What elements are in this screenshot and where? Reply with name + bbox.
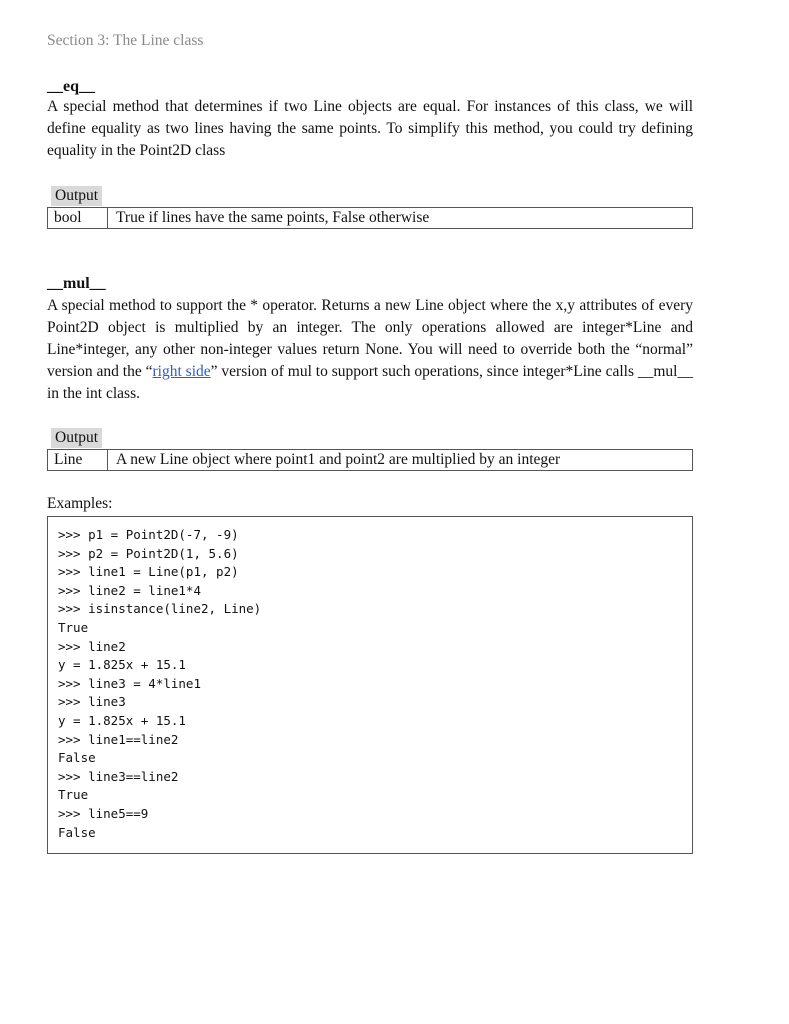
mul-description-start: A special method to support the * operator. Returns a new Line object where the x,y attributes of every Point2D object is multiplied by an integer. The only operations allowed are integer*Line and Line*integer, any other non-integer values return None. You will need to override both the “normal” version and the “ bbox=[47, 297, 693, 380]
examples-label: Examples: bbox=[47, 495, 113, 512]
code-line: >>> p1 = Point2D(-7, -9) bbox=[58, 527, 239, 542]
code-line: >>> line5==9 bbox=[58, 805, 149, 821]
code-example-box bbox=[47, 516, 693, 854]
code-line: y = 1.825x + 15.1 bbox=[58, 657, 186, 673]
code-line: False bbox=[58, 750, 96, 766]
code-line: >>> p2 = Point2D(1, 5.6) bbox=[58, 545, 239, 561]
code-line: >>> line2 = line1*4 bbox=[58, 582, 201, 598]
eq-output-type: bool bbox=[48, 208, 108, 228]
code-line: False bbox=[58, 824, 96, 840]
mul-output-label: Output bbox=[51, 428, 102, 448]
mul-output-desc: A new Line object where point1 and point2 are multiplied by an integer bbox=[116, 451, 561, 468]
mul-method-name: __mul__ bbox=[47, 275, 106, 292]
section-header: Section 3: The Line class bbox=[47, 32, 204, 49]
mul-description bbox=[47, 295, 693, 405]
eq-description: A special method that determines if two Line objects are equal. For instances of this class, we will define equality as two lines having the same points. To simplify this method, you could try defining equality in the Point2D class bbox=[47, 98, 693, 159]
code-line: True bbox=[58, 787, 89, 803]
eq-output-table bbox=[47, 207, 693, 229]
eq-output-desc: True if lines have the same points, False otherwise bbox=[116, 209, 430, 226]
code-line: >>> isinstance(line2, Line) bbox=[58, 601, 262, 617]
right-side-link[interactable]: right side bbox=[152, 363, 211, 380]
mul-output-type: Line bbox=[48, 450, 108, 470]
eq-method-name: __eq__ bbox=[47, 78, 95, 95]
code-line: >>> line1==line2 bbox=[58, 731, 179, 747]
code-line: >>> line3 bbox=[58, 694, 126, 710]
code-line: True bbox=[58, 619, 89, 635]
mul-output-table bbox=[47, 449, 693, 471]
code-line: >>> line1 = Line(p1, p2) bbox=[58, 564, 239, 580]
code-line: >>> line3 = 4*line1 bbox=[58, 675, 201, 691]
code-line: >>> line2 bbox=[58, 638, 126, 654]
code-line: y = 1.825x + 15.1 bbox=[58, 712, 186, 728]
eq-output-label: Output bbox=[51, 186, 102, 206]
mul-description-end: ” version of mul to support such operations, since integer*Line calls __mul__ in the int class. bbox=[47, 363, 693, 402]
code-line: >>> line3==line2 bbox=[58, 768, 179, 784]
